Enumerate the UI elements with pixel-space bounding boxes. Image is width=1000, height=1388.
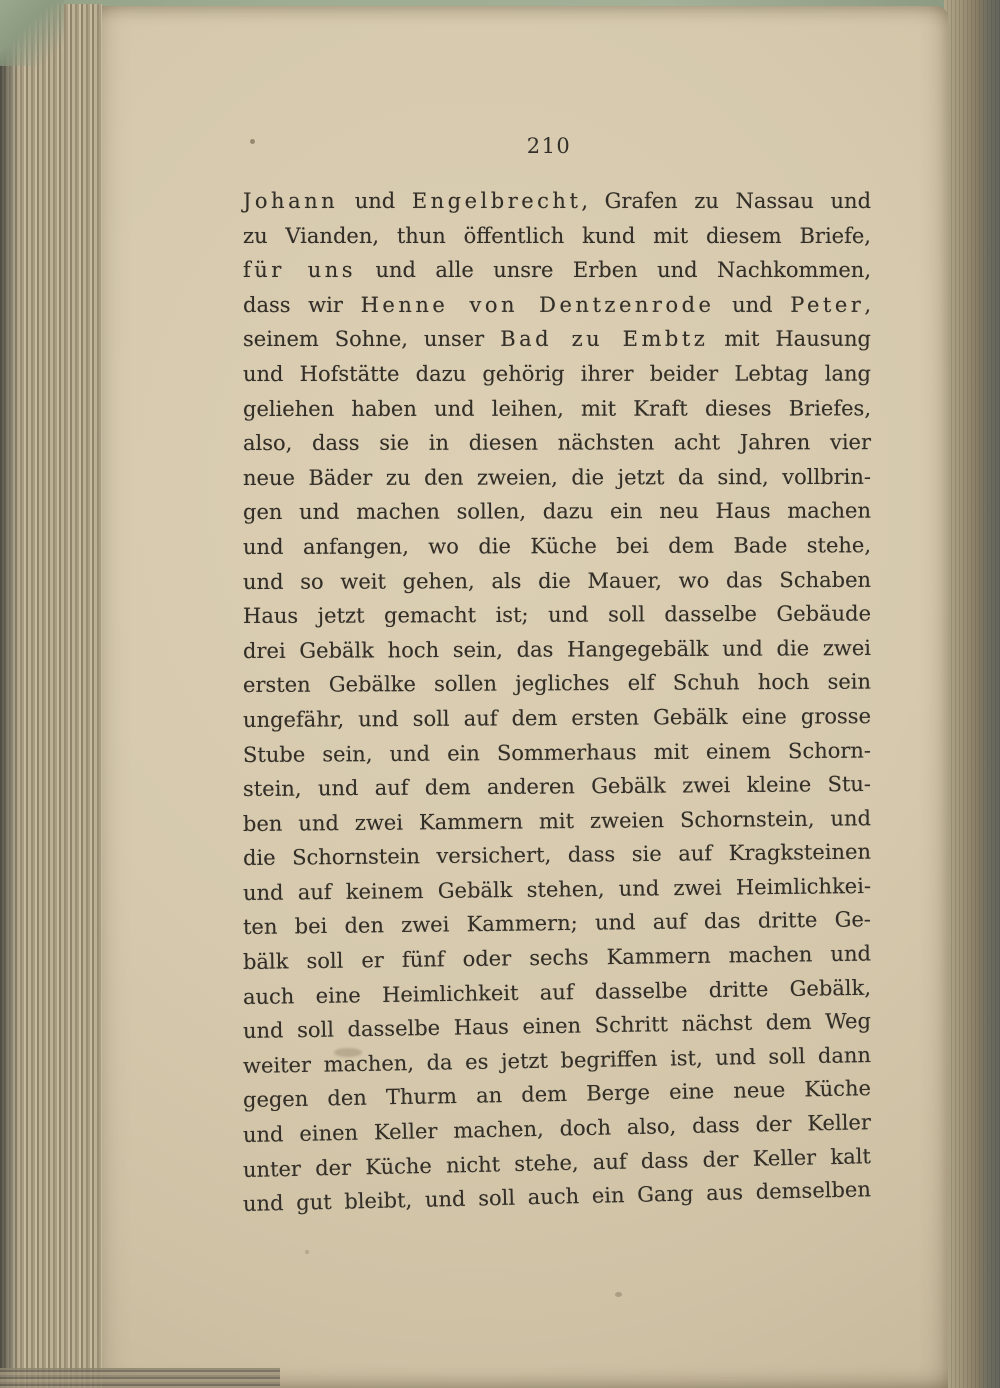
emphasized-name: für uns [242,258,357,283]
text-line [243,357,871,392]
text-line [243,733,871,772]
page-stack-bottom-edge [0,1368,280,1388]
text-segment: und gut bleibt, und soll auch ein Gang aus demselben [242,1177,872,1217]
text-segment: und anfangen, wo die Küche bei dem Bade stehe, [242,533,872,559]
text-segment: unter der Küche nicht stehe, auf dass der Keller kalt [242,1143,872,1182]
text-line [243,184,871,219]
text-line [243,597,871,634]
text-segment: und [338,189,412,213]
text-segment: seinem Sohne, unser [242,327,501,352]
text-segment: weiter machen, da es jetzt begriffen ist, und soll dann [242,1042,872,1078]
text-segment: zu Vianden, thun öffentlich kund mit diesem Briefe, [242,223,872,248]
ink-speck [305,1250,309,1254]
text-line [243,699,871,738]
text-segment: mit Hausung [708,327,872,352]
text-line [243,665,871,703]
text-segment: dass wir [242,292,361,317]
text-line [243,528,871,564]
text-line [243,631,871,669]
text-line [243,219,871,254]
text-segment: ungefähr, und soll auf dem ersten Gebälk eine grosse [242,703,872,732]
text-segment: auch eine Heimlichkeit auf dasselbe dritte Gebälk, [242,975,872,1009]
text-segment: und einen Keller machen, doch also, dass der Keller [242,1110,872,1148]
emphasized-name: Johann [243,189,339,213]
emphasized-name: Henne von Dentzenrode [360,292,715,317]
page-stack-left-edge [0,4,102,1388]
text-line [243,322,871,357]
text-line [243,288,871,323]
text-segment: die Schornstein versichert, dass sie auf Kragksteinen [242,839,872,871]
text-segment: stein, und auf dem anderen Gebälk zwei kleine Stu- [242,772,872,802]
text-segment: neue Bäder zu den zweien, die jetzt da sind, vollbrin- [242,464,872,490]
text-segment: ben und zwei Kammern mit zweien Schornstein, und [242,805,872,836]
text-segment: Stube sein, und ein Sommerhaus mit einem Schorn- [242,737,872,767]
text-line [243,253,871,288]
text-segment: und [714,292,791,317]
text-segment: drei Gebälk hoch sein, das Hangegebälk und die zwei [242,635,872,663]
text-segment: ersten Gebälke sollen jegliches elf Schuh hoch sein [242,669,872,698]
text-segment: und auf keinem Gebälk stehen, und zwei Heimlichkei- [242,873,872,905]
emphasized-name: Peter [790,292,865,317]
text-segment: und soll dasselbe Haus einen Schritt nächst dem Weg [242,1009,872,1044]
text-segment: und alle unsre Erben und Nachkommen, [356,258,872,283]
text-segment: , [864,292,872,317]
text-segment: gegen den Thurm an dem Berge eine neue Küche [242,1076,872,1113]
text-line [243,562,871,599]
text-segment: bälk soll er fünf oder sechs Kammern machen und [242,941,872,975]
text-line [243,425,871,460]
text-segment: und so weit gehen, als die Mauer, wo das Schaben [242,567,872,594]
text-segment: also, dass sie in diesen nächsten acht Jahren vier [242,430,872,456]
ink-speck [615,1292,622,1297]
page-number: 210 [526,134,572,158]
text-segment: , Grafen zu Nassau und [581,189,872,213]
book-cover-corner [0,0,64,66]
text-segment: und Hofstätte dazu gehörig ihrer beider Lebtag lang [242,361,872,386]
text-line [243,494,871,530]
body-text [243,184,871,1222]
text-line [243,460,871,496]
text-line [243,767,871,807]
page-stack-right-edge [944,0,1000,1388]
emphasized-name: Bad zu Embtz [500,327,709,352]
text-line [243,391,871,426]
emphasized-name: Engelbrecht [411,189,582,213]
text-segment: ten bei den zwei Kammern; und auf das dritte Ge- [242,907,872,940]
text-segment: geliehen haben und leihen, mit Kraft dieses Briefes, [242,395,872,421]
text-segment: gen und machen sollen, dazu ein neu Haus machen [242,498,872,525]
text-segment: Haus jetzt gemacht ist; und soll dasselbe Gebäude [242,601,872,629]
